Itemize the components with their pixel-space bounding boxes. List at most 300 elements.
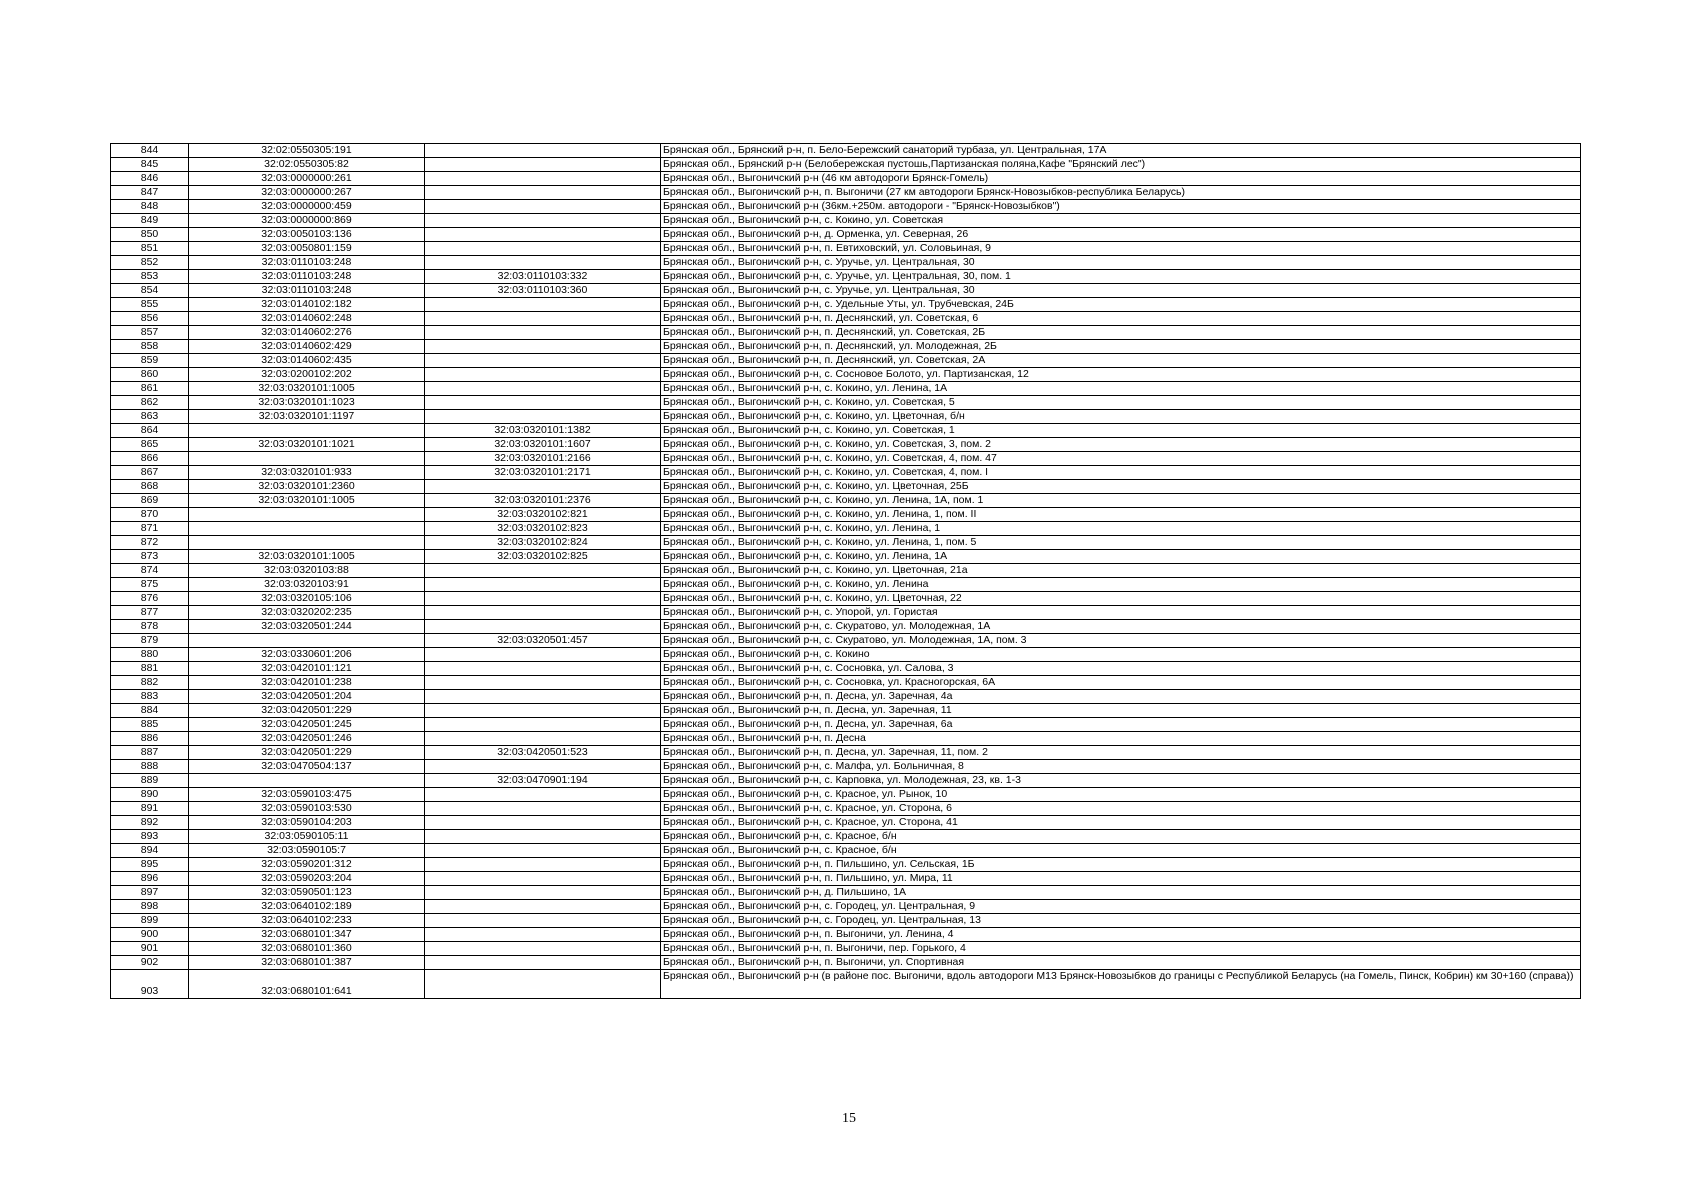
- cadastral-number-cell: 32:03:0420501:246: [189, 732, 425, 746]
- cadastral-number-cell: 32:03:0000000:459: [189, 200, 425, 214]
- table-row: [111, 144, 1581, 158]
- table-row: [111, 970, 1581, 999]
- cadastral-number-cell: 32:03:0320202:235: [189, 606, 425, 620]
- related-cadastral-number-cell: [425, 690, 661, 704]
- related-cadastral-number-cell: [425, 144, 661, 158]
- address-cell: Брянская обл., Выгоничский р-н, с. Кокино, ул. Цветочная, 25Б: [661, 480, 1581, 494]
- row-number-cell: 875: [111, 578, 189, 592]
- cadastral-number-cell: 32:03:0110103:248: [189, 256, 425, 270]
- related-cadastral-number-cell: [425, 942, 661, 956]
- related-cadastral-number-cell: 32:03:0320102:824: [425, 536, 661, 550]
- address-cell: Брянская обл., Выгоничский р-н, п. Десна: [661, 732, 1581, 746]
- related-cadastral-number-cell: 32:03:0320101:2171: [425, 466, 661, 480]
- row-number-cell: 892: [111, 816, 189, 830]
- table-row: [111, 886, 1581, 900]
- cadastral-number-cell: 32:03:0050801:159: [189, 242, 425, 256]
- cadastral-number-cell: 32:03:0640102:233: [189, 914, 425, 928]
- cadastral-number-cell: 32:03:0320501:244: [189, 620, 425, 634]
- address-cell: Брянская обл., Выгоничский р-н, с. Городец, ул. Центральная, 13: [661, 914, 1581, 928]
- related-cadastral-number-cell: 32:03:0320101:2376: [425, 494, 661, 508]
- address-cell: Брянская обл., Выгоничский р-н, с. Кокино, ул. Ленина, 1А: [661, 382, 1581, 396]
- address-cell: Брянская обл., Выгоничский р-н, с. Кокино, ул. Советская: [661, 214, 1581, 228]
- cadastral-number-cell: 32:03:0320103:91: [189, 578, 425, 592]
- table-row: [111, 256, 1581, 270]
- related-cadastral-number-cell: [425, 606, 661, 620]
- cadastral-number-cell: 32:03:0320101:1197: [189, 410, 425, 424]
- table-row: [111, 354, 1581, 368]
- related-cadastral-number-cell: [425, 914, 661, 928]
- related-cadastral-number-cell: [425, 298, 661, 312]
- address-cell: Брянская обл., Выгоничский р-н, с. Сосновка, ул. Красногорская, 6А: [661, 676, 1581, 690]
- cadastral-number-cell: 32:03:0140602:429: [189, 340, 425, 354]
- related-cadastral-number-cell: [425, 648, 661, 662]
- cadastral-number-cell: 32:03:0140602:248: [189, 312, 425, 326]
- table-row: [111, 242, 1581, 256]
- cadastral-number-cell: 32:03:0590501:123: [189, 886, 425, 900]
- cadastral-number-cell: 32:02:0550305:191: [189, 144, 425, 158]
- address-cell: Брянская обл., Выгоничский р-н, п. Пильшино, ул. Мира, 11: [661, 872, 1581, 886]
- address-cell: Брянская обл., Выгоничский р-н, с. Уручье, ул. Центральная, 30, пом. 1: [661, 270, 1581, 284]
- address-cell: Брянская обл., Выгоничский р-н, с. Красное, б/н: [661, 844, 1581, 858]
- related-cadastral-number-cell: [425, 620, 661, 634]
- address-cell: Брянская обл., Выгоничский р-н, п. Десна, ул. Заречная, 11, пом. 2: [661, 746, 1581, 760]
- related-cadastral-number-cell: [425, 396, 661, 410]
- address-cell: Брянская обл., Выгоничский р-н, п. Деснянский, ул. Советская, 2Б: [661, 326, 1581, 340]
- related-cadastral-number-cell: 32:03:0320101:1382: [425, 424, 661, 438]
- row-number-cell: 850: [111, 228, 189, 242]
- cadastral-number-cell: 32:03:0420501:204: [189, 690, 425, 704]
- cadastral-number-cell: 32:03:0470504:137: [189, 760, 425, 774]
- table-row: [111, 718, 1581, 732]
- row-number-cell: 844: [111, 144, 189, 158]
- address-cell: Брянская обл., Выгоничский р-н, с. Кокино, ул. Цветочная, 21а: [661, 564, 1581, 578]
- cadastral-number-cell: 32:03:0590103:475: [189, 788, 425, 802]
- address-cell: Брянская обл., Брянский р-н, п. Бело-Бережский санаторий турбаза, ул. Центральная, 17А: [661, 144, 1581, 158]
- table-row: [111, 200, 1581, 214]
- table-row: [111, 172, 1581, 186]
- table-row: [111, 298, 1581, 312]
- table-row: [111, 340, 1581, 354]
- related-cadastral-number-cell: [425, 214, 661, 228]
- cadastral-number-cell: 32:03:0590105:11: [189, 830, 425, 844]
- cadastral-number-cell: 32:03:0000000:261: [189, 172, 425, 186]
- table-row: [111, 648, 1581, 662]
- address-cell: Брянская обл., Выгоничский р-н, п. Выгоничи (27 км автодороги Брянск-Новозыбков-республика Беларусь): [661, 186, 1581, 200]
- related-cadastral-number-cell: [425, 928, 661, 942]
- cadastral-number-cell: [189, 634, 425, 648]
- related-cadastral-number-cell: [425, 312, 661, 326]
- cadastral-number-cell: 32:03:0320101:933: [189, 466, 425, 480]
- table-row: [111, 326, 1581, 340]
- related-cadastral-number-cell: [425, 956, 661, 970]
- related-cadastral-number-cell: 32:03:0320102:825: [425, 550, 661, 564]
- table-row: [111, 634, 1581, 648]
- cadastral-number-cell: [189, 424, 425, 438]
- cadastral-number-cell: 32:03:0050103:136: [189, 228, 425, 242]
- related-cadastral-number-cell: [425, 830, 661, 844]
- address-cell: Брянская обл., Выгоничский р-н, с. Кокино, ул. Ленина, 1, пом. II: [661, 508, 1581, 522]
- cadastral-number-cell: 32:03:0330601:206: [189, 648, 425, 662]
- table-row: [111, 424, 1581, 438]
- address-cell: Брянская обл., Выгоничский р-н, с. Кокино, ул. Советская, 1: [661, 424, 1581, 438]
- table-row: [111, 816, 1581, 830]
- row-number-cell: 903: [111, 970, 189, 999]
- row-number-cell: 870: [111, 508, 189, 522]
- row-number-cell: 885: [111, 718, 189, 732]
- row-number-cell: 854: [111, 284, 189, 298]
- related-cadastral-number-cell: [425, 564, 661, 578]
- address-cell: Брянская обл., Выгоничский р-н, с. Кокино, ул. Ленина, 1А, пом. 1: [661, 494, 1581, 508]
- table-row: [111, 270, 1581, 284]
- row-number-cell: 868: [111, 480, 189, 494]
- related-cadastral-number-cell: [425, 662, 661, 676]
- related-cadastral-number-cell: [425, 704, 661, 718]
- table-row: [111, 872, 1581, 886]
- cadastral-number-cell: 32:03:0110103:248: [189, 284, 425, 298]
- row-number-cell: 902: [111, 956, 189, 970]
- related-cadastral-number-cell: [425, 676, 661, 690]
- row-number-cell: 869: [111, 494, 189, 508]
- related-cadastral-number-cell: [425, 592, 661, 606]
- table-row: [111, 928, 1581, 942]
- cadastral-number-cell: 32:03:0320105:106: [189, 592, 425, 606]
- table-row: [111, 564, 1581, 578]
- table-row: [111, 508, 1581, 522]
- row-number-cell: 846: [111, 172, 189, 186]
- address-cell: Брянская обл., Выгоничский р-н (36км.+250м. автодороги - "Брянск-Новозыбков"): [661, 200, 1581, 214]
- address-cell: Брянская обл., Выгоничский р-н, с. Красное, ул. Сторона, 41: [661, 816, 1581, 830]
- table-row: [111, 690, 1581, 704]
- table-row: [111, 438, 1581, 452]
- table-row: [111, 368, 1581, 382]
- row-number-cell: 887: [111, 746, 189, 760]
- row-number-cell: 873: [111, 550, 189, 564]
- row-number-cell: 864: [111, 424, 189, 438]
- table-row: [111, 214, 1581, 228]
- address-cell: Брянская обл., Выгоничский р-н, с. Сосновка, ул. Салова, 3: [661, 662, 1581, 676]
- address-cell: Брянская обл., Выгоничский р-н, с. Красное, ул. Рынок, 10: [661, 788, 1581, 802]
- row-number-cell: 857: [111, 326, 189, 340]
- table-row: [111, 284, 1581, 298]
- table-row: [111, 494, 1581, 508]
- related-cadastral-number-cell: [425, 172, 661, 186]
- cadastral-number-cell: 32:03:0320103:88: [189, 564, 425, 578]
- address-cell: Брянская обл., Выгоничский р-н, с. Красное, ул. Сторона, 6: [661, 802, 1581, 816]
- cadastral-number-cell: 32:03:0320101:1005: [189, 550, 425, 564]
- address-cell: Брянская обл., Выгоничский р-н, п. Выгоничи, ул. Спортивная: [661, 956, 1581, 970]
- table-row: [111, 942, 1581, 956]
- address-cell: Брянская обл., Выгоничский р-н, с. Уручье, ул. Центральная, 30: [661, 284, 1581, 298]
- related-cadastral-number-cell: [425, 886, 661, 900]
- related-cadastral-number-cell: 32:03:0470901:194: [425, 774, 661, 788]
- cadastral-number-cell: [189, 522, 425, 536]
- address-cell: Брянская обл., Выгоничский р-н, с. Кокино, ул. Цветочная, 22: [661, 592, 1581, 606]
- address-cell: Брянская обл., Выгоничский р-н, с. Кокино, ул. Советская, 4, пом. 47: [661, 452, 1581, 466]
- table-row: [111, 662, 1581, 676]
- related-cadastral-number-cell: [425, 788, 661, 802]
- row-number-cell: 891: [111, 802, 189, 816]
- row-number-cell: 890: [111, 788, 189, 802]
- cadastral-number-cell: [189, 508, 425, 522]
- row-number-cell: 849: [111, 214, 189, 228]
- address-cell: Брянская обл., Выгоничский р-н, п. Выгоничи, ул. Ленина, 4: [661, 928, 1581, 942]
- table-row: [111, 620, 1581, 634]
- related-cadastral-number-cell: [425, 732, 661, 746]
- row-number-cell: 880: [111, 648, 189, 662]
- table-row: [111, 844, 1581, 858]
- row-number-cell: 855: [111, 298, 189, 312]
- cadastral-number-cell: 32:03:0140102:182: [189, 298, 425, 312]
- row-number-cell: 877: [111, 606, 189, 620]
- row-number-cell: 865: [111, 438, 189, 452]
- table-row: [111, 956, 1581, 970]
- row-number-cell: 852: [111, 256, 189, 270]
- address-cell: Брянская обл., Выгоничский р-н, с. Карповка, ул. Молодежная, 23, кв. 1-3: [661, 774, 1581, 788]
- row-number-cell: 897: [111, 886, 189, 900]
- table-row: [111, 746, 1581, 760]
- address-cell: Брянская обл., Выгоничский р-н, с. Кокино, ул. Цветочная, б/н: [661, 410, 1581, 424]
- table-row: [111, 522, 1581, 536]
- row-number-cell: 901: [111, 942, 189, 956]
- row-number-cell: 861: [111, 382, 189, 396]
- table-row: [111, 760, 1581, 774]
- address-cell: Брянская обл., Выгоничский р-н, с. Упорой, ул. Гористая: [661, 606, 1581, 620]
- row-number-cell: 847: [111, 186, 189, 200]
- related-cadastral-number-cell: [425, 816, 661, 830]
- cadastral-number-cell: 32:03:0000000:869: [189, 214, 425, 228]
- row-number-cell: 851: [111, 242, 189, 256]
- row-number-cell: 884: [111, 704, 189, 718]
- cadastral-number-cell: 32:03:0590203:204: [189, 872, 425, 886]
- cadastral-number-cell: 32:03:0320101:1005: [189, 382, 425, 396]
- related-cadastral-number-cell: [425, 970, 661, 999]
- row-number-cell: 853: [111, 270, 189, 284]
- table-row: [111, 830, 1581, 844]
- address-cell: Брянская обл., Выгоничский р-н (в районе пос. Выгоничи, вдоль автодороги М13 Брянск-Новозыбков до границы с Республикой Беларусь (на Гомель, Пинск, Кобрин) км 30+160 (справа)): [661, 970, 1581, 999]
- related-cadastral-number-cell: [425, 410, 661, 424]
- address-cell: Брянская обл., Выгоничский р-н, п. Деснянский, ул. Советская, 2А: [661, 354, 1581, 368]
- address-cell: Брянская обл., Выгоничский р-н, с. Кокино, ул. Советская, 5: [661, 396, 1581, 410]
- address-cell: Брянская обл., Выгоничский р-н, с. Скуратово, ул. Молодежная, 1А, пом. 3: [661, 634, 1581, 648]
- row-number-cell: 874: [111, 564, 189, 578]
- address-cell: Брянская обл., Выгоничский р-н, д. Орменка, ул. Северная, 26: [661, 228, 1581, 242]
- row-number-cell: 900: [111, 928, 189, 942]
- related-cadastral-number-cell: [425, 872, 661, 886]
- related-cadastral-number-cell: [425, 718, 661, 732]
- related-cadastral-number-cell: [425, 186, 661, 200]
- related-cadastral-number-cell: 32:03:0420501:523: [425, 746, 661, 760]
- address-cell: Брянская обл., Выгоничский р-н, с. Кокино, ул. Советская, 3, пом. 2: [661, 438, 1581, 452]
- table-row: [111, 802, 1581, 816]
- cadastral-number-cell: 32:03:0320101:1021: [189, 438, 425, 452]
- related-cadastral-number-cell: [425, 858, 661, 872]
- related-cadastral-number-cell: [425, 480, 661, 494]
- address-cell: Брянская обл., Выгоничский р-н, п. Десна, ул. Заречная, 11: [661, 704, 1581, 718]
- row-number-cell: 862: [111, 396, 189, 410]
- table-row: [111, 466, 1581, 480]
- related-cadastral-number-cell: [425, 340, 661, 354]
- row-number-cell: 859: [111, 354, 189, 368]
- address-cell: Брянская обл., Выгоничский р-н, п. Деснянский, ул. Молодежная, 2Б: [661, 340, 1581, 354]
- row-number-cell: 848: [111, 200, 189, 214]
- cadastral-number-cell: 32:03:0140602:276: [189, 326, 425, 340]
- cadastral-number-cell: 32:03:0420501:245: [189, 718, 425, 732]
- related-cadastral-number-cell: 32:03:0320101:1607: [425, 438, 661, 452]
- address-cell: Брянская обл., Выгоничский р-н, с. Удельные Уты, ул. Трубчевская, 24Б: [661, 298, 1581, 312]
- address-cell: Брянская обл., Выгоничский р-н, с. Красное, б/н: [661, 830, 1581, 844]
- related-cadastral-number-cell: 32:03:0110103:332: [425, 270, 661, 284]
- table-row: [111, 312, 1581, 326]
- related-cadastral-number-cell: [425, 760, 661, 774]
- address-cell: Брянская обл., Выгоничский р-н, с. Малфа, ул. Больничная, 8: [661, 760, 1581, 774]
- address-cell: Брянская обл., Выгоничский р-н, п. Пильшино, ул. Сельская, 1Б: [661, 858, 1581, 872]
- address-cell: Брянская обл., Выгоничский р-н, с. Кокино, ул. Ленина: [661, 578, 1581, 592]
- address-cell: Брянская обл., Выгоничский р-н, с. Кокино: [661, 648, 1581, 662]
- address-cell: Брянская обл., Выгоничский р-н, с. Кокино, ул. Ленина, 1А: [661, 550, 1581, 564]
- related-cadastral-number-cell: [425, 354, 661, 368]
- table-row: [111, 774, 1581, 788]
- cadastral-number-cell: 32:03:0640102:189: [189, 900, 425, 914]
- row-number-cell: 858: [111, 340, 189, 354]
- cadastral-number-cell: 32:03:0680101:641: [189, 970, 425, 999]
- cadastral-number-cell: 32:03:0680101:347: [189, 928, 425, 942]
- table-row: [111, 536, 1581, 550]
- row-number-cell: 883: [111, 690, 189, 704]
- row-number-cell: 881: [111, 662, 189, 676]
- address-cell: Брянская обл., Выгоничский р-н, п. Десна, ул. Заречная, 6а: [661, 718, 1581, 732]
- table-row: [111, 858, 1581, 872]
- related-cadastral-number-cell: [425, 844, 661, 858]
- row-number-cell: 866: [111, 452, 189, 466]
- address-cell: Брянская обл., Выгоничский р-н, с. Кокино, ул. Ленина, 1, пом. 5: [661, 536, 1581, 550]
- table-row: [111, 788, 1581, 802]
- related-cadastral-number-cell: 32:03:0320102:821: [425, 508, 661, 522]
- table-row: [111, 578, 1581, 592]
- page-number: 15: [842, 1111, 856, 1126]
- related-cadastral-number-cell: [425, 802, 661, 816]
- table-row: [111, 676, 1581, 690]
- related-cadastral-number-cell: 32:03:0110103:360: [425, 284, 661, 298]
- address-cell: Брянская обл., Выгоничский р-н, д. Пильшино, 1А: [661, 886, 1581, 900]
- table-row: [111, 480, 1581, 494]
- cadastral-number-cell: [189, 452, 425, 466]
- address-cell: Брянская обл., Выгоничский р-н (46 км автодороги Брянск-Гомель): [661, 172, 1581, 186]
- row-number-cell: 889: [111, 774, 189, 788]
- cadastral-table: [110, 143, 1581, 999]
- address-cell: Брянская обл., Выгоничский р-н, с. Кокино, ул. Советская, 4, пом. I: [661, 466, 1581, 480]
- address-cell: Брянская обл., Выгоничский р-н, с. Скуратово, ул. Молодежная, 1А: [661, 620, 1581, 634]
- table-row: [111, 732, 1581, 746]
- table-row: [111, 452, 1581, 466]
- row-number-cell: 894: [111, 844, 189, 858]
- row-number-cell: 895: [111, 858, 189, 872]
- related-cadastral-number-cell: [425, 256, 661, 270]
- cadastral-number-cell: 32:03:0590105:7: [189, 844, 425, 858]
- cadastral-number-cell: 32:03:0110103:248: [189, 270, 425, 284]
- table-row: [111, 228, 1581, 242]
- table-row: [111, 592, 1581, 606]
- address-cell: Брянская обл., Выгоничский р-н, п. Евтиховский, ул. Соловьиная, 9: [661, 242, 1581, 256]
- table-row: [111, 900, 1581, 914]
- row-number-cell: 872: [111, 536, 189, 550]
- row-number-cell: 871: [111, 522, 189, 536]
- table-row: [111, 704, 1581, 718]
- row-number-cell: 888: [111, 760, 189, 774]
- related-cadastral-number-cell: [425, 578, 661, 592]
- related-cadastral-number-cell: 32:03:0320101:2166: [425, 452, 661, 466]
- table-row: [111, 914, 1581, 928]
- related-cadastral-number-cell: [425, 368, 661, 382]
- row-number-cell: 898: [111, 900, 189, 914]
- cadastral-number-cell: 32:03:0680101:387: [189, 956, 425, 970]
- address-cell: Брянская обл., Выгоничский р-н, с. Городец, ул. Центральная, 9: [661, 900, 1581, 914]
- row-number-cell: 867: [111, 466, 189, 480]
- row-number-cell: 899: [111, 914, 189, 928]
- address-cell: Брянская обл., Выгоничский р-н, п. Выгоничи, пер. Горького, 4: [661, 942, 1581, 956]
- row-number-cell: 879: [111, 634, 189, 648]
- table-row: [111, 410, 1581, 424]
- row-number-cell: 878: [111, 620, 189, 634]
- related-cadastral-number-cell: [425, 242, 661, 256]
- related-cadastral-number-cell: 32:03:0320102:823: [425, 522, 661, 536]
- related-cadastral-number-cell: 32:03:0320501:457: [425, 634, 661, 648]
- address-cell: Брянская обл., Выгоничский р-н, с. Уручье, ул. Центральная, 30: [661, 256, 1581, 270]
- cadastral-number-cell: 32:03:0420101:121: [189, 662, 425, 676]
- address-cell: Брянская обл., Выгоничский р-н, п. Деснянский, ул. Советская, 6: [661, 312, 1581, 326]
- table-row: [111, 550, 1581, 564]
- cadastral-number-cell: [189, 774, 425, 788]
- related-cadastral-number-cell: [425, 382, 661, 396]
- cadastral-number-cell: 32:03:0000000:267: [189, 186, 425, 200]
- table-row: [111, 158, 1581, 172]
- row-number-cell: 845: [111, 158, 189, 172]
- cadastral-number-cell: 32:03:0140602:435: [189, 354, 425, 368]
- related-cadastral-number-cell: [425, 228, 661, 242]
- table-row: [111, 396, 1581, 410]
- address-cell: Брянская обл., Брянский р-н (Белобережская пустошь,Партизанская поляна,Кафе "Брянский лес"): [661, 158, 1581, 172]
- table-row: [111, 606, 1581, 620]
- cadastral-number-cell: 32:03:0320101:1023: [189, 396, 425, 410]
- address-cell: Брянская обл., Выгоничский р-н, с. Сосновое Болото, ул. Партизанская, 12: [661, 368, 1581, 382]
- cadastral-number-cell: 32:03:0590104:203: [189, 816, 425, 830]
- address-cell: Брянская обл., Выгоничский р-н, п. Десна, ул. Заречная, 4а: [661, 690, 1581, 704]
- row-number-cell: 882: [111, 676, 189, 690]
- related-cadastral-number-cell: [425, 158, 661, 172]
- cadastral-number-cell: 32:03:0320101:1005: [189, 494, 425, 508]
- cadastral-number-cell: 32:02:0550305:82: [189, 158, 425, 172]
- cadastral-number-cell: 32:03:0420501:229: [189, 704, 425, 718]
- row-number-cell: 856: [111, 312, 189, 326]
- related-cadastral-number-cell: [425, 900, 661, 914]
- row-number-cell: 863: [111, 410, 189, 424]
- row-number-cell: 860: [111, 368, 189, 382]
- table-row: [111, 186, 1581, 200]
- address-cell: Брянская обл., Выгоничский р-н, с. Кокино, ул. Ленина, 1: [661, 522, 1581, 536]
- table-body: [111, 144, 1581, 999]
- related-cadastral-number-cell: [425, 326, 661, 340]
- cadastral-number-cell: 32:03:0590103:530: [189, 802, 425, 816]
- cadastral-number-cell: 32:03:0200102:202: [189, 368, 425, 382]
- cadastral-number-cell: 32:03:0590201:312: [189, 858, 425, 872]
- cadastral-number-cell: 32:03:0420101:238: [189, 676, 425, 690]
- row-number-cell: 896: [111, 872, 189, 886]
- row-number-cell: 876: [111, 592, 189, 606]
- cadastral-number-cell: [189, 536, 425, 550]
- row-number-cell: 893: [111, 830, 189, 844]
- cadastral-number-cell: 32:03:0320101:2360: [189, 480, 425, 494]
- related-cadastral-number-cell: [425, 200, 661, 214]
- cadastral-number-cell: 32:03:0420501:229: [189, 746, 425, 760]
